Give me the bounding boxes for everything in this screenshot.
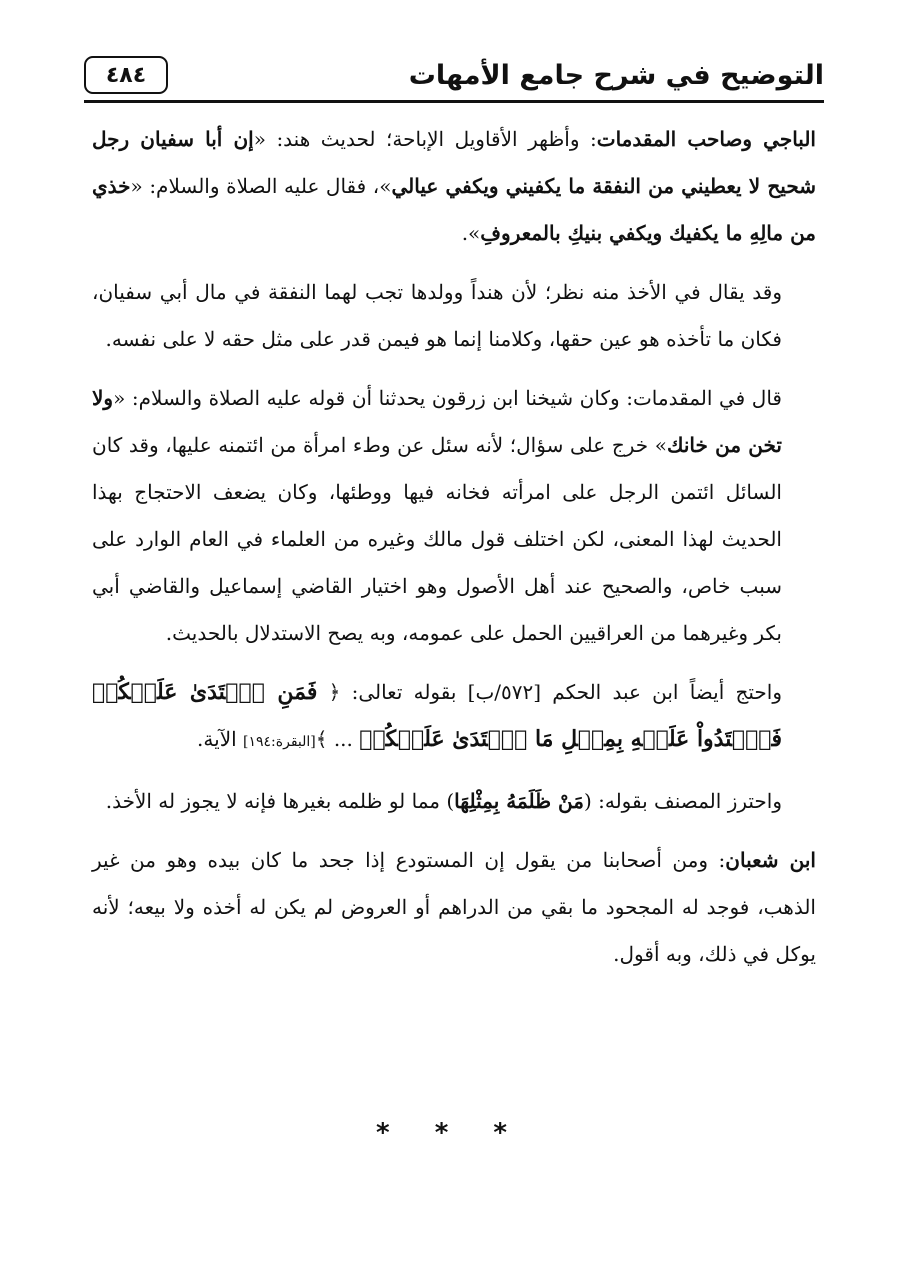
quoted-phrase: مَنْ ظَلَمَهُ بِمِثْلِهَا [454,789,584,813]
paragraph-3: قال في المقدمات: وكان شيخنا ابن زرقون يحدثنا أن قوله عليه الصلاة والسلام: «ولا تخن من خانك» خرج على سؤال؛ لأنه سئل عن وطء امرأة من ائتمنه عليها، وقد كان السائل ائتمن الرجل على امرأته فخانه فيها ووطئها، وكان يضعف الاحتجاج بهذا الحديث لهذا المعنى، لكن اختلف قول مالك وغيره من العلماء في العام الوارد على سبب خاص، والصحيح عند أهل الأصول وهو اختيار القاضي إسماعيل والقاضي أبي بكر وغيرهما من العراقيين الحمل على عمومه، وبه يصح الاستدلال بالحديث. [92,386,782,645]
paragraph-1-lead: الباجي وصاحب المقدمات [596,127,816,151]
hadith-quote: إن أبا سفيان رجل شحيح لا يعطيني من النفقة ما يكفيني ويكفي عيالي [92,127,816,198]
page-header [84,52,824,102]
hadith-reply: خذي من مالِهِ ما يكفيك ويكفي بنيكِ بالمعروفِ [92,174,816,245]
paragraph-1: الباجي وصاحب المقدمات: وأظهر الأقاويل الإباحة؛ لحديث هند: «إن أبا سفيان رجل شحيح لا يعطيني من النفقة ما يكفيني ويكفي عيالي»، فقال عليه الصلاة والسلام: «خذي من مالِهِ ما يكفيك ويكفي بنيكِ بالمعروفِ». [92,127,816,245]
hadith-quote: ولا تخن من خانك [92,386,782,457]
section-separator: * * * [376,1118,525,1148]
quran-verse: فَمَنِ ٱعۡتَدَىٰ عَلَيۡكُمۡ فَٱعۡتَدُواْ عَلَيۡهِ بِمِثۡلِ مَا ٱعۡتَدَىٰ عَلَيۡكُمۡ [92,679,782,752]
paragraph-2: وقد يقال في الأخذ منه نظر؛ لأن هنداً وولدها تجب لهما النفقة في مال أبي سفيان، فكان ما تأخذه هو عين حقها، وكلامنا إنما هو فيمن قدر على مثل حقه لا على نفسه. [92,280,782,351]
paragraph-6: ابن شعبان: ومن أصحابنا من يقول إن المستودع إذا جحد ما كان بيده وهو من غير الذهب، فوجد له المجحود ما بقي من الدراهم أو العروض لم يكن له أخذه ولا بيعه؛ لأنه يوكل في ذلك، وبه أقول. [92,848,816,966]
page-number: ٤٨٤ [84,56,168,94]
paragraph-4: واحتج أيضاً ابن عبد الحكم [٥٧٢/ب] بقوله تعالى: ﴿ فَمَنِ ٱعۡتَدَىٰ عَلَيۡكُمۡ فَٱعۡتَدُواْ عَلَيۡهِ بِمِثۡلِ مَا ٱعۡتَدَىٰ عَلَيۡكُمۡ ... ﴾[البقرة:١٩٤] الآية. [92,679,783,752]
verse-reference: [البقرة:١٩٤] [243,734,316,750]
book-title: التوضيح في شرح جامع الأمهات [408,60,824,91]
paragraph-5: واحترز المصنف بقوله: (مَنْ ظَلَمَهُ بِمِثْلِهَا) مما لو ظلمه بغيرها فإنه لا يجوز له الأخذ. [105,789,782,813]
body-text [92,116,816,978]
header-divider [84,100,824,103]
paragraph-6-lead: ابن شعبان [725,848,816,872]
